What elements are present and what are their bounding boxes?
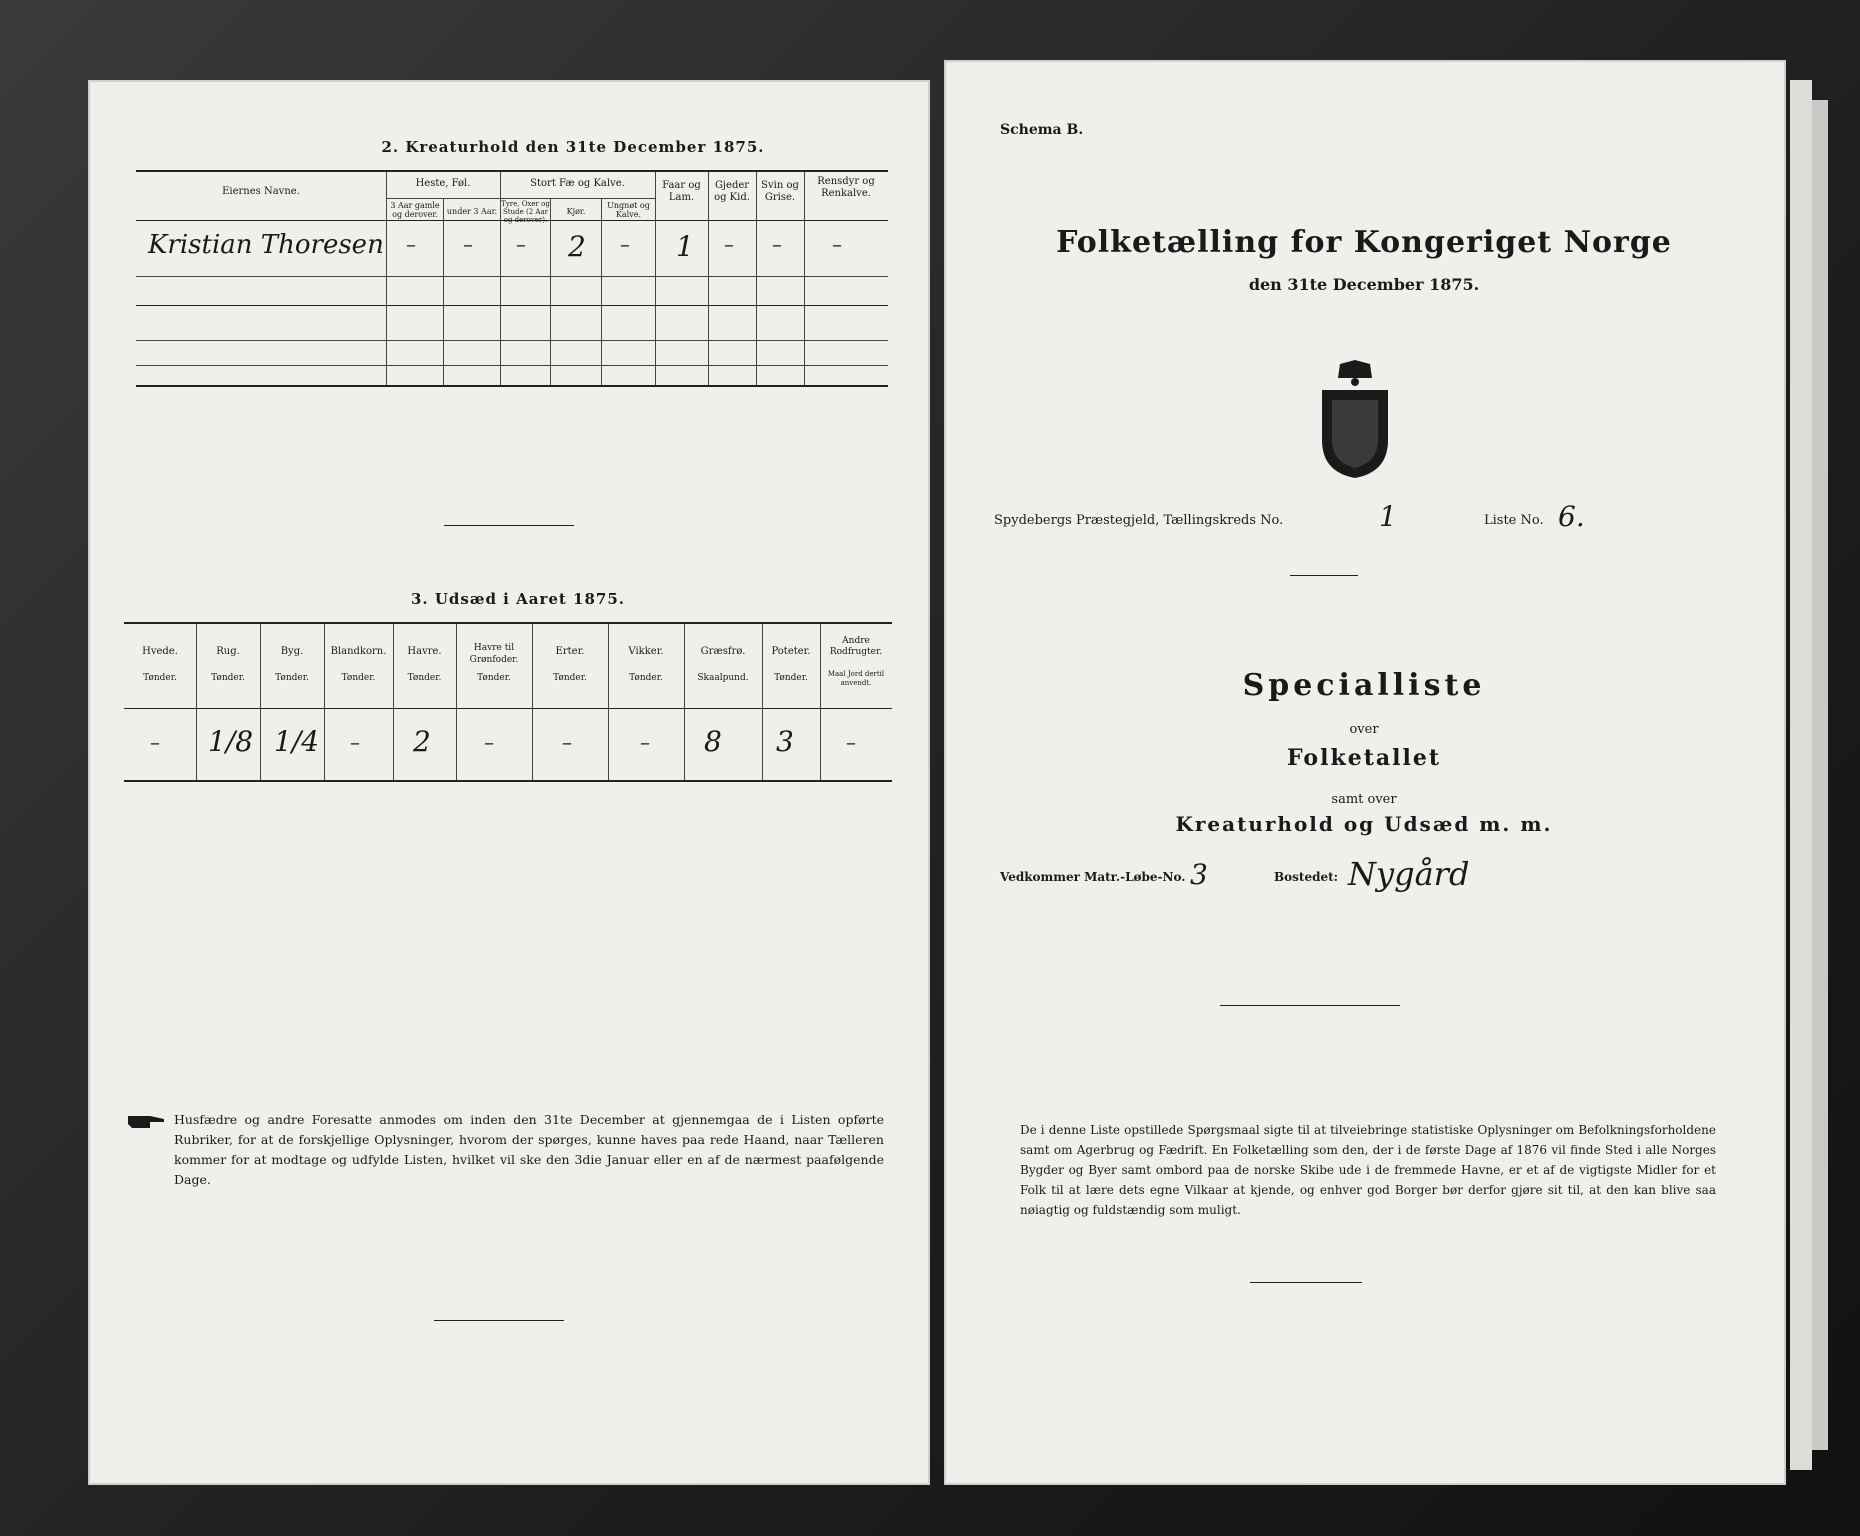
cell-value: 1	[676, 230, 694, 263]
header-horses: Heste, Føl.	[415, 178, 471, 189]
list-number: 6.	[1558, 500, 1585, 533]
district-number: 1	[1379, 500, 1397, 533]
header-crop: Græsfrø.	[700, 646, 746, 657]
bosted-name: Nygård	[1348, 855, 1470, 893]
col-divider	[550, 198, 551, 385]
matr-label: Vedkommer Matr.-Løbe-No.	[1000, 870, 1186, 884]
special-list-heading: Specialliste	[1242, 668, 1486, 703]
cell-value: –	[772, 232, 782, 256]
col-divider	[443, 198, 444, 385]
header-reindeer: Rensdyr og Renkalve.	[817, 176, 875, 199]
document-date: den 31te December 1875.	[1248, 275, 1480, 294]
over-label: over	[1349, 722, 1379, 737]
cell-value: –	[350, 730, 360, 754]
livestock-heading: Kreaturhold og Udsæd m. m.	[1175, 812, 1553, 836]
header-crop: Havre.	[407, 646, 442, 657]
cell-value: 2	[413, 725, 431, 758]
header-unit: Tønder.	[341, 673, 376, 683]
table-row-rule	[136, 340, 888, 341]
table-header-rule	[124, 708, 892, 709]
table-top-rule	[136, 170, 888, 172]
table-top-rule	[124, 622, 892, 624]
cell-value: –	[832, 232, 842, 256]
cell-value: 3	[776, 725, 794, 758]
header-unit: Skaalpund.	[697, 673, 749, 683]
header-goats: Gjeder og Kid.	[714, 180, 750, 203]
population-heading: Folketallet	[1287, 745, 1441, 771]
header-unit: Tønder.	[211, 673, 245, 683]
samt-over-label: samt over	[1331, 792, 1397, 807]
table-bottom-rule	[136, 385, 888, 387]
divider-rule	[1250, 1282, 1362, 1283]
instructions-notice: Husfædre og andre Foresatte anmodes om inden den 31te December at gjennemgaa de i Listen opførte Rubriker, for at de forskjellige Oplysninger, hvorom der spørges, kunne haves paa rede Haand, naar Tælleren kommer for at modtage og udfylde Listen, hvilket vil ske den 3die Januar eller en af de nærmest paafølgende Dage.	[174, 1112, 884, 1187]
divider-rule	[434, 1320, 564, 1321]
cell-value: –	[640, 730, 650, 754]
header-unit: Tønder.	[477, 673, 511, 683]
right-page	[944, 60, 1786, 1485]
header-unit: Tønder.	[774, 673, 808, 683]
header-crop: Rug.	[216, 646, 240, 657]
section3-title: 3. Udsæd i Aaret 1875.	[410, 590, 626, 608]
left-page	[88, 80, 930, 1485]
table-bottom-rule	[124, 780, 892, 782]
cell-value: –	[406, 232, 416, 256]
document-title: Folketælling for Kongeriget Norge	[1056, 225, 1672, 260]
cell-value: 8	[704, 725, 722, 758]
header-crop: Hvede.	[142, 646, 178, 657]
header-unit: Tønder.	[143, 673, 177, 683]
table-row-rule	[136, 305, 888, 306]
cell-value: –	[463, 232, 473, 256]
header-cattle: Stort Fæ og Kalve.	[530, 178, 625, 189]
header-crop: Vikker.	[628, 646, 664, 657]
divider-rule	[444, 525, 574, 526]
header-unit: Tønder.	[553, 673, 587, 683]
cell-value: –	[484, 730, 494, 754]
table-row-rule	[136, 276, 888, 277]
cell-value: 2	[568, 230, 586, 263]
col-divider	[601, 198, 602, 385]
cell-value: –	[620, 232, 630, 256]
header-unit: Tønder.	[275, 673, 309, 683]
header-cattle-b: Kjør.	[566, 207, 586, 216]
col-divider	[804, 172, 805, 385]
header-unit: Tønder.	[629, 673, 663, 683]
cell-value: –	[724, 232, 734, 256]
divider-rule	[1220, 1005, 1400, 1006]
owner-name-handwritten: Kristian Thoresen	[148, 230, 384, 260]
header-unit: Tønder.	[407, 673, 442, 683]
header-crop: Havre til Grønfoder.	[469, 643, 519, 665]
cell-value: –	[562, 730, 572, 754]
schema-label: Schema B.	[1000, 122, 1084, 138]
district-label: Spydebergs Præstegjeld, Tællingskreds No.	[994, 513, 1284, 528]
header-crop: Byg.	[280, 646, 304, 657]
header-crop: Blandkorn.	[330, 646, 387, 657]
header-crop: Poteter.	[771, 646, 811, 657]
coat-of-arms-icon	[1310, 360, 1400, 480]
header-horses-a: 3 Aar gamle og derover.	[390, 201, 440, 219]
subheader-rule	[386, 198, 655, 199]
section2-title: 2. Kreaturhold den 31te December 1875.	[381, 138, 765, 156]
header-pigs: Svin og Grise.	[761, 180, 799, 203]
cell-value: 1/4	[274, 725, 320, 758]
matr-number: 3	[1190, 858, 1208, 891]
purpose-notice: De i denne Liste opstillede Spørgsmaal sigte til at tilveiebringe statistiske Oplysninger om Befolkningsforholdene samt om Agerbrug og Fædrift. En Folketælling som den, der i de første Dage af 1876 vil finde Sted i alle Norges Bygder og Byer samt ombord paa de norske Skibe ude i de fremmede Havne, er et af de vigtigste Midler for et Folk til at lære dets egne Vilkaar at kjende, og enhver god Borger bør derfor gjøre sit til, at den kan blive saa nøiagtig og fuldstændig som muligt.	[1020, 1123, 1716, 1217]
header-cattle-a: Tyre, Oxer og Stude (2 Aar og derover).	[501, 200, 550, 224]
header-sheep: Faar og Lam.	[662, 180, 701, 203]
table-row-rule	[136, 365, 888, 366]
header-cattle-c: Ungnøt og Kalve.	[607, 201, 650, 219]
cell-value: –	[150, 730, 160, 754]
header-unit: Maal Jord dertil anvendt.	[827, 670, 885, 687]
cell-value: –	[846, 730, 856, 754]
cell-value: –	[516, 232, 526, 256]
header-crop: Erter.	[555, 646, 585, 657]
divider-rule	[1290, 575, 1358, 576]
page-stack-edge	[1812, 100, 1828, 1450]
header-owner: Eiernes Navne.	[222, 186, 300, 197]
bosted-label: Bostedet:	[1274, 870, 1339, 884]
header-horses-b: under 3 Aar.	[446, 207, 498, 216]
header-crop: Andre Rodfrugter.	[829, 636, 883, 657]
pointing-hand-icon	[126, 1110, 166, 1132]
cell-value: 1/8	[208, 725, 254, 758]
list-label: Liste No.	[1484, 513, 1544, 528]
page-stack-edge	[1790, 80, 1812, 1470]
